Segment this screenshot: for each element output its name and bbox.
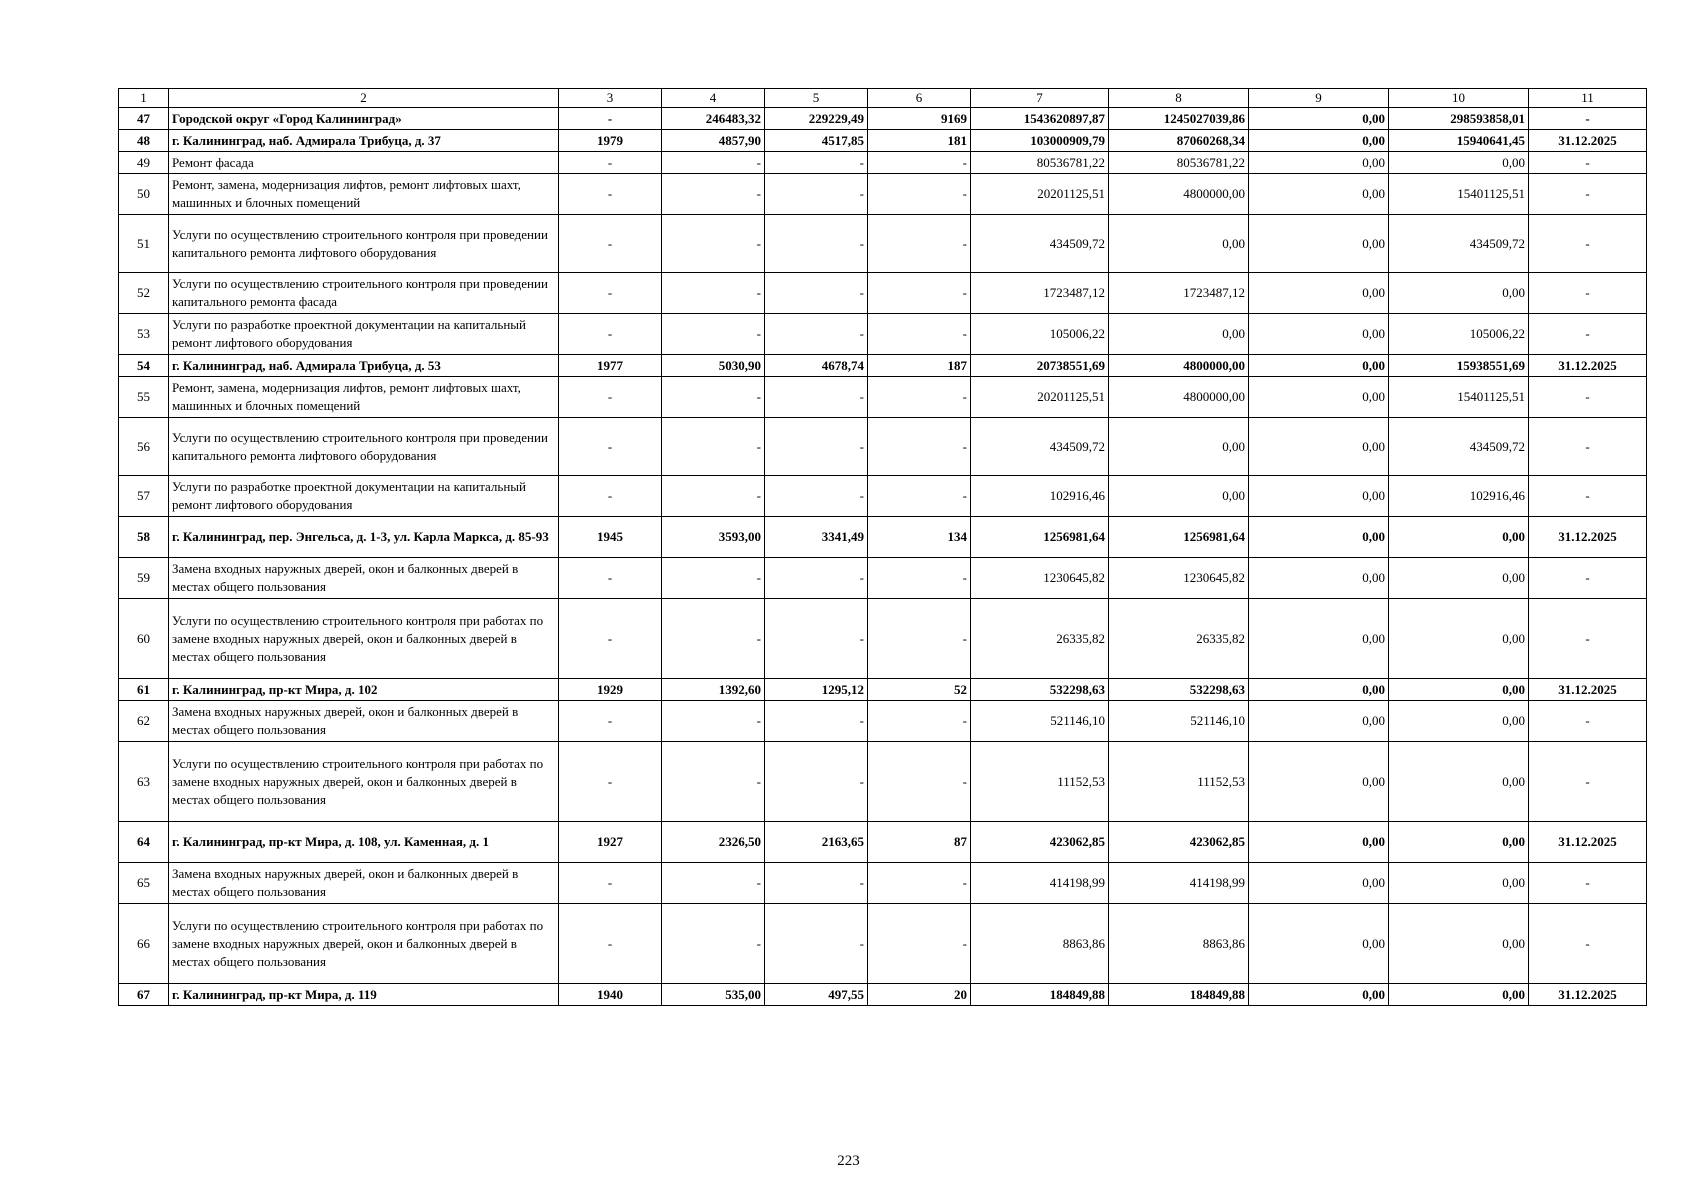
table-cell-col-6: 87 xyxy=(868,822,971,863)
table-cell-col-2: г. Калининград, наб. Адмирала Трибуца, д. 37 xyxy=(169,130,559,152)
table-cell-col-9: 0,00 xyxy=(1249,215,1389,273)
table-cell-col-5: - xyxy=(765,599,868,679)
table-cell-col-10: 0,00 xyxy=(1389,517,1529,558)
table-cell-col-5: 229229,49 xyxy=(765,108,868,130)
table-cell-col-1: 63 xyxy=(119,742,169,822)
table-cell-col-11: 31.12.2025 xyxy=(1529,355,1647,377)
table-cell-col-8: 87060268,34 xyxy=(1109,130,1249,152)
table-cell-col-1: 62 xyxy=(119,701,169,742)
column-number-cell: 4 xyxy=(662,89,765,108)
table-cell-col-11: - xyxy=(1529,152,1647,174)
table-cell-col-8: 4800000,00 xyxy=(1109,174,1249,215)
table-cell-col-10: 0,00 xyxy=(1389,558,1529,599)
table-cell-col-8: 0,00 xyxy=(1109,314,1249,355)
table-cell-col-7: 11152,53 xyxy=(971,742,1109,822)
table-cell-col-10: 0,00 xyxy=(1389,679,1529,701)
table-cell-col-8: 4800000,00 xyxy=(1109,355,1249,377)
table-cell-col-5: - xyxy=(765,558,868,599)
address-row xyxy=(119,130,1647,152)
table-cell-col-8: 80536781,22 xyxy=(1109,152,1249,174)
column-number-cell: 3 xyxy=(559,89,662,108)
table-cell-col-7: 434509,72 xyxy=(971,215,1109,273)
column-number-cell: 10 xyxy=(1389,89,1529,108)
table-cell-col-3: - xyxy=(559,314,662,355)
table-cell-col-1: 47 xyxy=(119,108,169,130)
table-cell-col-6: - xyxy=(868,558,971,599)
table-cell-col-11: - xyxy=(1529,904,1647,984)
address-row xyxy=(119,108,1647,130)
table-cell-col-6: - xyxy=(868,377,971,418)
table-cell-col-10: 0,00 xyxy=(1389,822,1529,863)
table-cell-col-3: - xyxy=(559,558,662,599)
column-number-cell: 6 xyxy=(868,89,971,108)
column-number-cell: 5 xyxy=(765,89,868,108)
table-cell-col-6: - xyxy=(868,174,971,215)
table-cell-col-7: 20201125,51 xyxy=(971,174,1109,215)
table-cell-col-9: 0,00 xyxy=(1249,822,1389,863)
table-cell-col-11: 31.12.2025 xyxy=(1529,679,1647,701)
table-cell-col-11: - xyxy=(1529,863,1647,904)
table-cell-col-8: 532298,63 xyxy=(1109,679,1249,701)
table-cell-col-5: 2163,65 xyxy=(765,822,868,863)
table-cell-col-10: 15401125,51 xyxy=(1389,174,1529,215)
table-cell-col-9: 0,00 xyxy=(1249,742,1389,822)
column-number-row xyxy=(119,89,1647,108)
table-cell-col-11: 31.12.2025 xyxy=(1529,130,1647,152)
work-item-row xyxy=(119,377,1647,418)
table-cell-col-6: - xyxy=(868,701,971,742)
table-cell-col-7: 102916,46 xyxy=(971,476,1109,517)
work-item-row xyxy=(119,863,1647,904)
table-cell-col-9: 0,00 xyxy=(1249,599,1389,679)
table-cell-col-4: - xyxy=(662,377,765,418)
table-cell-col-4: - xyxy=(662,152,765,174)
table-cell-col-1: 64 xyxy=(119,822,169,863)
table-cell-col-9: 0,00 xyxy=(1249,679,1389,701)
table-cell-col-2: г. Калининград, пр-кт Мира, д. 102 xyxy=(169,679,559,701)
work-item-row xyxy=(119,418,1647,476)
table-cell-col-1: 65 xyxy=(119,863,169,904)
table-cell-col-3: - xyxy=(559,273,662,314)
table-cell-col-1: 56 xyxy=(119,418,169,476)
table-cell-col-8: 1723487,12 xyxy=(1109,273,1249,314)
table-cell-col-9: 0,00 xyxy=(1249,904,1389,984)
table-cell-col-11: - xyxy=(1529,174,1647,215)
table-cell-col-8: 0,00 xyxy=(1109,476,1249,517)
table-cell-col-1: 49 xyxy=(119,152,169,174)
table-cell-col-11: 31.12.2025 xyxy=(1529,822,1647,863)
table-cell-col-9: 0,00 xyxy=(1249,418,1389,476)
table-cell-col-7: 105006,22 xyxy=(971,314,1109,355)
table-cell-col-11: 31.12.2025 xyxy=(1529,984,1647,1006)
table-cell-col-4: - xyxy=(662,599,765,679)
table-cell-col-1: 59 xyxy=(119,558,169,599)
table-cell-col-2: г. Калининград, пер. Энгельса, д. 1-3, ул. Карла Маркса, д. 85-93 xyxy=(169,517,559,558)
table-cell-col-7: 414198,99 xyxy=(971,863,1109,904)
table-cell-col-10: 0,00 xyxy=(1389,863,1529,904)
work-item-row xyxy=(119,273,1647,314)
table-cell-col-5: 1295,12 xyxy=(765,679,868,701)
work-item-row xyxy=(119,215,1647,273)
table-cell-col-9: 0,00 xyxy=(1249,476,1389,517)
table-cell-col-6: 181 xyxy=(868,130,971,152)
table-cell-col-4: 1392,60 xyxy=(662,679,765,701)
table-cell-col-3: 1945 xyxy=(559,517,662,558)
table-cell-col-3: - xyxy=(559,174,662,215)
table-cell-col-7: 1230645,82 xyxy=(971,558,1109,599)
table-cell-col-4: - xyxy=(662,558,765,599)
address-row xyxy=(119,984,1647,1006)
table-cell-col-10: 15938551,69 xyxy=(1389,355,1529,377)
table-cell-col-1: 50 xyxy=(119,174,169,215)
table-cell-col-8: 8863,86 xyxy=(1109,904,1249,984)
table-cell-col-11: - xyxy=(1529,418,1647,476)
table-cell-col-1: 58 xyxy=(119,517,169,558)
table-cell-col-3: 1979 xyxy=(559,130,662,152)
table-cell-col-7: 532298,63 xyxy=(971,679,1109,701)
column-number-cell: 1 xyxy=(119,89,169,108)
table-cell-col-5: - xyxy=(765,904,868,984)
column-number-cell: 11 xyxy=(1529,89,1647,108)
table-cell-col-1: 51 xyxy=(119,215,169,273)
table-cell-col-7: 103000909,79 xyxy=(971,130,1109,152)
table-cell-col-10: 0,00 xyxy=(1389,701,1529,742)
table-cell-col-8: 4800000,00 xyxy=(1109,377,1249,418)
table-cell-col-2: Услуги по разработке проектной документации на капитальный ремонт лифтового оборудования xyxy=(169,314,559,355)
table-cell-col-9: 0,00 xyxy=(1249,152,1389,174)
table-cell-col-7: 423062,85 xyxy=(971,822,1109,863)
table-cell-col-3: - xyxy=(559,418,662,476)
table-cell-col-6: - xyxy=(868,152,971,174)
table-cell-col-3: - xyxy=(559,599,662,679)
table-cell-col-4: - xyxy=(662,476,765,517)
work-item-row xyxy=(119,314,1647,355)
table-cell-col-3: 1977 xyxy=(559,355,662,377)
table-cell-col-10: 0,00 xyxy=(1389,599,1529,679)
table-cell-col-9: 0,00 xyxy=(1249,863,1389,904)
table-cell-col-11: - xyxy=(1529,215,1647,273)
table-cell-col-2: Ремонт фасада xyxy=(169,152,559,174)
table-cell-col-6: 134 xyxy=(868,517,971,558)
table-cell-col-7: 20201125,51 xyxy=(971,377,1109,418)
table-cell-col-1: 60 xyxy=(119,599,169,679)
table-cell-col-8: 0,00 xyxy=(1109,215,1249,273)
table-cell-col-10: 0,00 xyxy=(1389,984,1529,1006)
table-cell-col-1: 48 xyxy=(119,130,169,152)
table-cell-col-3: - xyxy=(559,108,662,130)
table-cell-col-2: Ремонт, замена, модернизация лифтов, ремонт лифтовых шахт, машинных и блочных помещений xyxy=(169,377,559,418)
table-cell-col-5: 4517,85 xyxy=(765,130,868,152)
table-cell-col-1: 55 xyxy=(119,377,169,418)
table-cell-col-3: - xyxy=(559,701,662,742)
page-number: 223 xyxy=(837,1153,860,1169)
table-cell-col-2: Городской округ «Город Калининград» xyxy=(169,108,559,130)
table-cell-col-2: Замена входных наружных дверей, окон и балконных дверей в местах общего пользования xyxy=(169,701,559,742)
table-cell-col-5: - xyxy=(765,273,868,314)
table-cell-col-9: 0,00 xyxy=(1249,517,1389,558)
table-cell-col-6: 9169 xyxy=(868,108,971,130)
table-cell-col-9: 0,00 xyxy=(1249,174,1389,215)
table-cell-col-10: 0,00 xyxy=(1389,273,1529,314)
table-cell-col-8: 1245027039,86 xyxy=(1109,108,1249,130)
table-cell-col-5: - xyxy=(765,476,868,517)
table-cell-col-9: 0,00 xyxy=(1249,984,1389,1006)
table-cell-col-2: г. Калининград, пр-кт Мира, д. 119 xyxy=(169,984,559,1006)
table-cell-col-6: - xyxy=(868,599,971,679)
table-cell-col-4: - xyxy=(662,215,765,273)
table-cell-col-2: Услуги по осуществлению строительного контроля при работах по замене входных наружных дверей, окон и балконных дверей в местах общего пользования xyxy=(169,742,559,822)
table-cell-col-11: - xyxy=(1529,476,1647,517)
table-cell-col-4: - xyxy=(662,174,765,215)
table-cell-col-3: 1929 xyxy=(559,679,662,701)
table-cell-col-6: 187 xyxy=(868,355,971,377)
table-cell-col-3: - xyxy=(559,904,662,984)
table-cell-col-1: 67 xyxy=(119,984,169,1006)
table-cell-col-9: 0,00 xyxy=(1249,130,1389,152)
table-cell-col-10: 0,00 xyxy=(1389,904,1529,984)
table-cell-col-3: - xyxy=(559,377,662,418)
table-cell-col-5: - xyxy=(765,314,868,355)
table-cell-col-7: 1723487,12 xyxy=(971,273,1109,314)
address-row xyxy=(119,517,1647,558)
work-item-row xyxy=(119,742,1647,822)
table-cell-col-4: - xyxy=(662,701,765,742)
address-row xyxy=(119,679,1647,701)
table-cell-col-10: 102916,46 xyxy=(1389,476,1529,517)
table-cell-col-9: 0,00 xyxy=(1249,355,1389,377)
table-cell-col-2: Замена входных наружных дверей, окон и балконных дверей в местах общего пользования xyxy=(169,558,559,599)
column-number-cell: 2 xyxy=(169,89,559,108)
work-item-row xyxy=(119,476,1647,517)
table-cell-col-4: 4857,90 xyxy=(662,130,765,152)
table-cell-col-4: 246483,32 xyxy=(662,108,765,130)
table-cell-col-6: - xyxy=(868,904,971,984)
table-cell-col-2: Ремонт, замена, модернизация лифтов, ремонт лифтовых шахт, машинных и блочных помещений xyxy=(169,174,559,215)
table-cell-col-11: 31.12.2025 xyxy=(1529,517,1647,558)
address-row xyxy=(119,822,1647,863)
table-cell-col-7: 1543620897,87 xyxy=(971,108,1109,130)
table-cell-col-2: г. Калининград, наб. Адмирала Трибуца, д. 53 xyxy=(169,355,559,377)
table-cell-col-5: 497,55 xyxy=(765,984,868,1006)
table-cell-col-2: Услуги по осуществлению строительного контроля при работах по замене входных наружных дверей, окон и балконных дверей в местах общего пользования xyxy=(169,599,559,679)
table-cell-col-10: 434509,72 xyxy=(1389,418,1529,476)
table-cell-col-8: 11152,53 xyxy=(1109,742,1249,822)
table-cell-col-7: 184849,88 xyxy=(971,984,1109,1006)
table-cell-col-8: 184849,88 xyxy=(1109,984,1249,1006)
table-cell-col-2: г. Калининград, пр-кт Мира, д. 108, ул. Каменная, д. 1 xyxy=(169,822,559,863)
table-cell-col-5: 4678,74 xyxy=(765,355,868,377)
table-cell-col-3: - xyxy=(559,476,662,517)
table-cell-col-1: 54 xyxy=(119,355,169,377)
capital-repair-table xyxy=(118,88,1647,1006)
work-item-row xyxy=(119,599,1647,679)
table-cell-col-11: - xyxy=(1529,558,1647,599)
table-cell-col-11: - xyxy=(1529,599,1647,679)
table-cell-col-3: - xyxy=(559,742,662,822)
table-cell-col-5: - xyxy=(765,418,868,476)
table-cell-col-5: - xyxy=(765,863,868,904)
table-cell-col-11: - xyxy=(1529,273,1647,314)
column-number-cell: 8 xyxy=(1109,89,1249,108)
table-cell-col-3: - xyxy=(559,863,662,904)
table-cell-col-8: 1256981,64 xyxy=(1109,517,1249,558)
table-cell-col-3: - xyxy=(559,152,662,174)
table-cell-col-8: 26335,82 xyxy=(1109,599,1249,679)
table-cell-col-9: 0,00 xyxy=(1249,558,1389,599)
table-cell-col-4: 5030,90 xyxy=(662,355,765,377)
table-cell-col-9: 0,00 xyxy=(1249,108,1389,130)
work-item-row xyxy=(119,174,1647,215)
table-cell-col-6: - xyxy=(868,314,971,355)
table-cell-col-1: 52 xyxy=(119,273,169,314)
table-cell-col-8: 423062,85 xyxy=(1109,822,1249,863)
table-cell-col-2: Услуги по осуществлению строительного контроля при проведении капитального ремонта фасада xyxy=(169,273,559,314)
table-cell-col-8: 0,00 xyxy=(1109,418,1249,476)
address-row xyxy=(119,355,1647,377)
table-cell-col-7: 26335,82 xyxy=(971,599,1109,679)
work-item-row xyxy=(119,152,1647,174)
column-number-cell: 9 xyxy=(1249,89,1389,108)
table-cell-col-5: - xyxy=(765,215,868,273)
table-cell-col-4: - xyxy=(662,273,765,314)
table-cell-col-4: 2326,50 xyxy=(662,822,765,863)
table-cell-col-2: Услуги по осуществлению строительного контроля при работах по замене входных наружных дверей, окон и балконных дверей в местах общего пользования xyxy=(169,904,559,984)
table-cell-col-7: 434509,72 xyxy=(971,418,1109,476)
table-cell-col-6: - xyxy=(868,418,971,476)
table-cell-col-3: 1940 xyxy=(559,984,662,1006)
table-cell-col-5: - xyxy=(765,377,868,418)
table-cell-col-9: 0,00 xyxy=(1249,314,1389,355)
table-cell-col-5: - xyxy=(765,742,868,822)
table-cell-col-11: - xyxy=(1529,742,1647,822)
table-cell-col-9: 0,00 xyxy=(1249,273,1389,314)
table-cell-col-2: Замена входных наружных дверей, окон и балконных дверей в местах общего пользования xyxy=(169,863,559,904)
table-cell-col-6: 20 xyxy=(868,984,971,1006)
table-cell-col-7: 8863,86 xyxy=(971,904,1109,984)
table-cell-col-10: 0,00 xyxy=(1389,152,1529,174)
table-cell-col-10: 0,00 xyxy=(1389,742,1529,822)
table-cell-col-4: - xyxy=(662,904,765,984)
table-cell-col-10: 105006,22 xyxy=(1389,314,1529,355)
table-cell-col-11: - xyxy=(1529,314,1647,355)
table-cell-col-8: 414198,99 xyxy=(1109,863,1249,904)
table-cell-col-9: 0,00 xyxy=(1249,377,1389,418)
table-cell-col-1: 66 xyxy=(119,904,169,984)
table-cell-col-7: 1256981,64 xyxy=(971,517,1109,558)
table-cell-col-11: - xyxy=(1529,377,1647,418)
table-cell-col-1: 53 xyxy=(119,314,169,355)
table-cell-col-7: 80536781,22 xyxy=(971,152,1109,174)
table-cell-col-6: - xyxy=(868,863,971,904)
table-cell-col-6: - xyxy=(868,215,971,273)
table-cell-col-4: - xyxy=(662,863,765,904)
table-cell-col-5: - xyxy=(765,701,868,742)
table-cell-col-6: - xyxy=(868,476,971,517)
table-cell-col-8: 1230645,82 xyxy=(1109,558,1249,599)
table-cell-col-8: 521146,10 xyxy=(1109,701,1249,742)
table-cell-col-4: 535,00 xyxy=(662,984,765,1006)
table-cell-col-9: 0,00 xyxy=(1249,701,1389,742)
table-cell-col-7: 521146,10 xyxy=(971,701,1109,742)
table-cell-col-4: - xyxy=(662,742,765,822)
table-cell-col-4: - xyxy=(662,418,765,476)
table-cell-col-2: Услуги по осуществлению строительного контроля при проведении капитального ремонта лифтового оборудования xyxy=(169,215,559,273)
table-cell-col-5: - xyxy=(765,152,868,174)
table-cell-col-5: 3341,49 xyxy=(765,517,868,558)
table-cell-col-4: - xyxy=(662,314,765,355)
column-number-cell: 7 xyxy=(971,89,1109,108)
table-cell-col-6: - xyxy=(868,273,971,314)
table-cell-col-3: - xyxy=(559,215,662,273)
table-cell-col-10: 434509,72 xyxy=(1389,215,1529,273)
work-item-row xyxy=(119,558,1647,599)
table-cell-col-3: 1927 xyxy=(559,822,662,863)
table-cell-col-1: 57 xyxy=(119,476,169,517)
table-cell-col-11: - xyxy=(1529,108,1647,130)
table-cell-col-2: Услуги по осуществлению строительного контроля при проведении капитального ремонта лифтового оборудования xyxy=(169,418,559,476)
table-cell-col-1: 61 xyxy=(119,679,169,701)
table-cell-col-6: 52 xyxy=(868,679,971,701)
table-cell-col-6: - xyxy=(868,742,971,822)
table-cell-col-5: - xyxy=(765,174,868,215)
table-cell-col-7: 20738551,69 xyxy=(971,355,1109,377)
table-cell-col-10: 15940641,45 xyxy=(1389,130,1529,152)
table-cell-col-11: - xyxy=(1529,701,1647,742)
table-cell-col-10: 15401125,51 xyxy=(1389,377,1529,418)
work-item-row xyxy=(119,701,1647,742)
table-cell-col-2: Услуги по разработке проектной документации на капитальный ремонт лифтового оборудования xyxy=(169,476,559,517)
table-cell-col-10: 298593858,01 xyxy=(1389,108,1529,130)
table-cell-col-4: 3593,00 xyxy=(662,517,765,558)
work-item-row xyxy=(119,904,1647,984)
